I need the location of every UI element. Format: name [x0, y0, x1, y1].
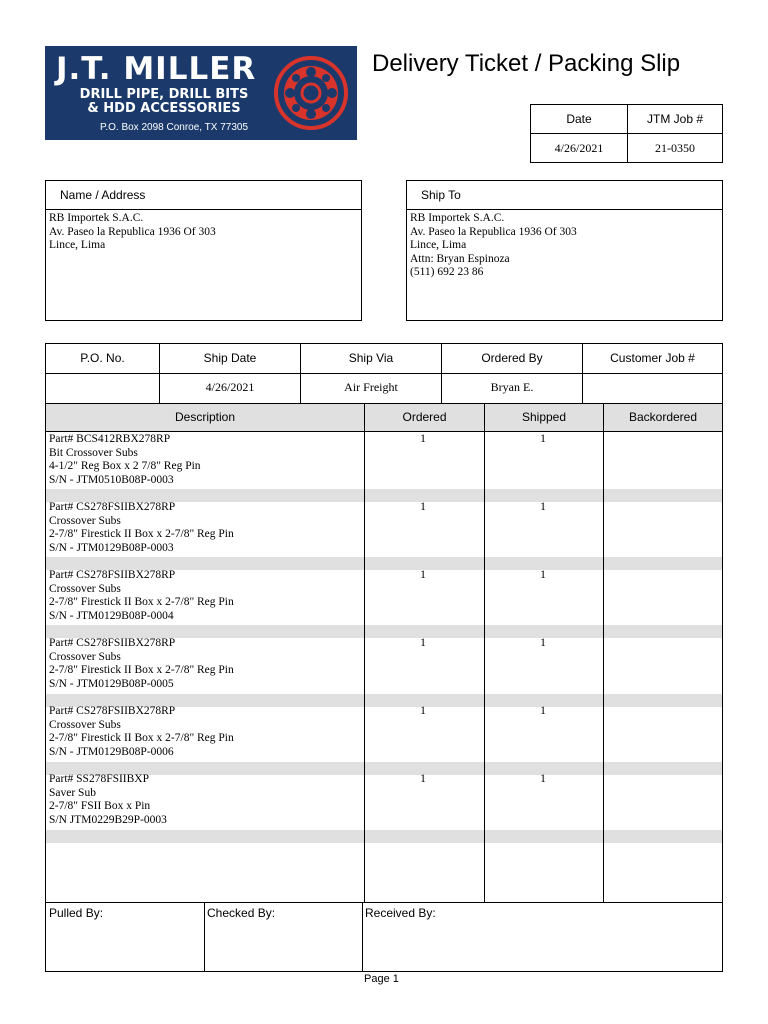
bill-to-box [45, 180, 362, 321]
list-item: Part# BCS412RBX278RP Bit Crossover Subs 4-1/2" Reg Box x 2 7/8" Reg Pin S/N - JTM0510B08P-0003 [49, 433, 201, 486]
page-number: Page 1 [364, 973, 399, 985]
ship-to-header: Ship To [421, 188, 461, 202]
checked-by-label: Checked By: [207, 906, 276, 920]
ordered-header: Ordered [402, 410, 447, 424]
pulled-by-label: Pulled By: [49, 906, 104, 920]
list-item: Part# CS278FSIIBX278RP Crossover Subs 2-7/8" Firestick II Box x 2-7/8" Reg Pin S/N - JTM0129B08P-0006 [49, 705, 234, 758]
bill-to-header: Name / Address [60, 188, 146, 202]
job-value: 21-0350 [655, 141, 695, 155]
shipped-qty: 1 [540, 705, 546, 717]
list-item: Part# CS278FSIIBX278RP Crossover Subs 2-7/8" Firestick II Box x 2-7/8" Reg Pin S/N - JTM0129B08P-0005 [49, 637, 234, 690]
ordered-qty: 1 [420, 433, 426, 445]
company-logo [45, 46, 357, 140]
address-line: (511) 692 23 86 [410, 266, 484, 278]
address-line: Av. Paseo la Republica 1936 Of 303 [49, 225, 216, 238]
logo-tagline-1: DRILL PIPE, DRILL BITS [79, 87, 249, 102]
po-number-header: P.O. No. [80, 351, 125, 365]
ordered-qty: 1 [420, 705, 426, 717]
ordered-qty: 1 [420, 637, 426, 649]
job-label: JTM Job # [646, 112, 703, 126]
address-line: Lince, Lima [410, 239, 467, 251]
ship-date-value: 4/26/2021 [205, 380, 255, 394]
address-line: Lince, Lima [49, 239, 106, 251]
logo-company-name: J.T. MILLER [56, 51, 257, 87]
date-value: 4/26/2021 [554, 141, 604, 155]
shipped-qty: 1 [540, 433, 546, 445]
backordered-header: Backordered [628, 410, 698, 424]
list-item: Part# CS278FSIIBX278RP Crossover Subs 2-7/8" Firestick II Box x 2-7/8" Reg Pin S/N - JTM0129B08P-0003 [49, 501, 234, 554]
ordered-qty: 1 [420, 501, 426, 513]
drill-bit-emblem-icon [273, 55, 349, 131]
description-header: Description [174, 410, 236, 424]
received-by-label: Received By: [365, 906, 436, 920]
shipped-qty: 1 [540, 569, 546, 581]
ticket-info-table [530, 104, 723, 163]
shipped-qty: 1 [540, 773, 546, 785]
customer-job-header: Customer Job # [610, 351, 695, 365]
ordered-qty: 1 [420, 773, 426, 785]
ordered-qty: 1 [420, 569, 426, 581]
logo-tagline-2: & HDD ACCESSORIES [87, 101, 241, 116]
ship-to-address [410, 212, 577, 280]
ship-date-header: Ship Date [203, 351, 257, 365]
shipped-qty: 1 [540, 637, 546, 649]
shipped-qty: 1 [540, 501, 546, 513]
shipped-header: Shipped [521, 410, 567, 424]
address-line: Attn: Bryan Espinoza [410, 252, 510, 265]
address-line: RB Importek S.A.C. [410, 212, 505, 224]
logo-address: P.O. Box 2098 Conroe, TX 77305 [99, 122, 249, 133]
ordered-by-header: Ordered By [481, 351, 543, 365]
list-item: Part# SS278FSIIBXP Saver Sub 2-7/8" FSII Box x Pin S/N JTM0229B29P-0003 [49, 773, 167, 826]
ordered-by-value: Bryan E. [490, 380, 534, 394]
page-title: Delivery Ticket / Packing Slip [372, 50, 681, 77]
address-line: Av. Paseo la Republica 1936 Of 303 [410, 225, 577, 238]
ship-to-box [406, 180, 723, 321]
address-line: RB Importek S.A.C. [49, 212, 144, 224]
ship-via-header: Ship Via [348, 351, 394, 365]
date-label: Date [566, 112, 592, 126]
list-item: Part# CS278FSIIBX278RP Crossover Subs 2-7/8" Firestick II Box x 2-7/8" Reg Pin S/N - JTM0129B08P-0004 [49, 569, 234, 622]
bill-to-address [49, 212, 216, 253]
ship-via-value: Air Freight [344, 380, 398, 394]
